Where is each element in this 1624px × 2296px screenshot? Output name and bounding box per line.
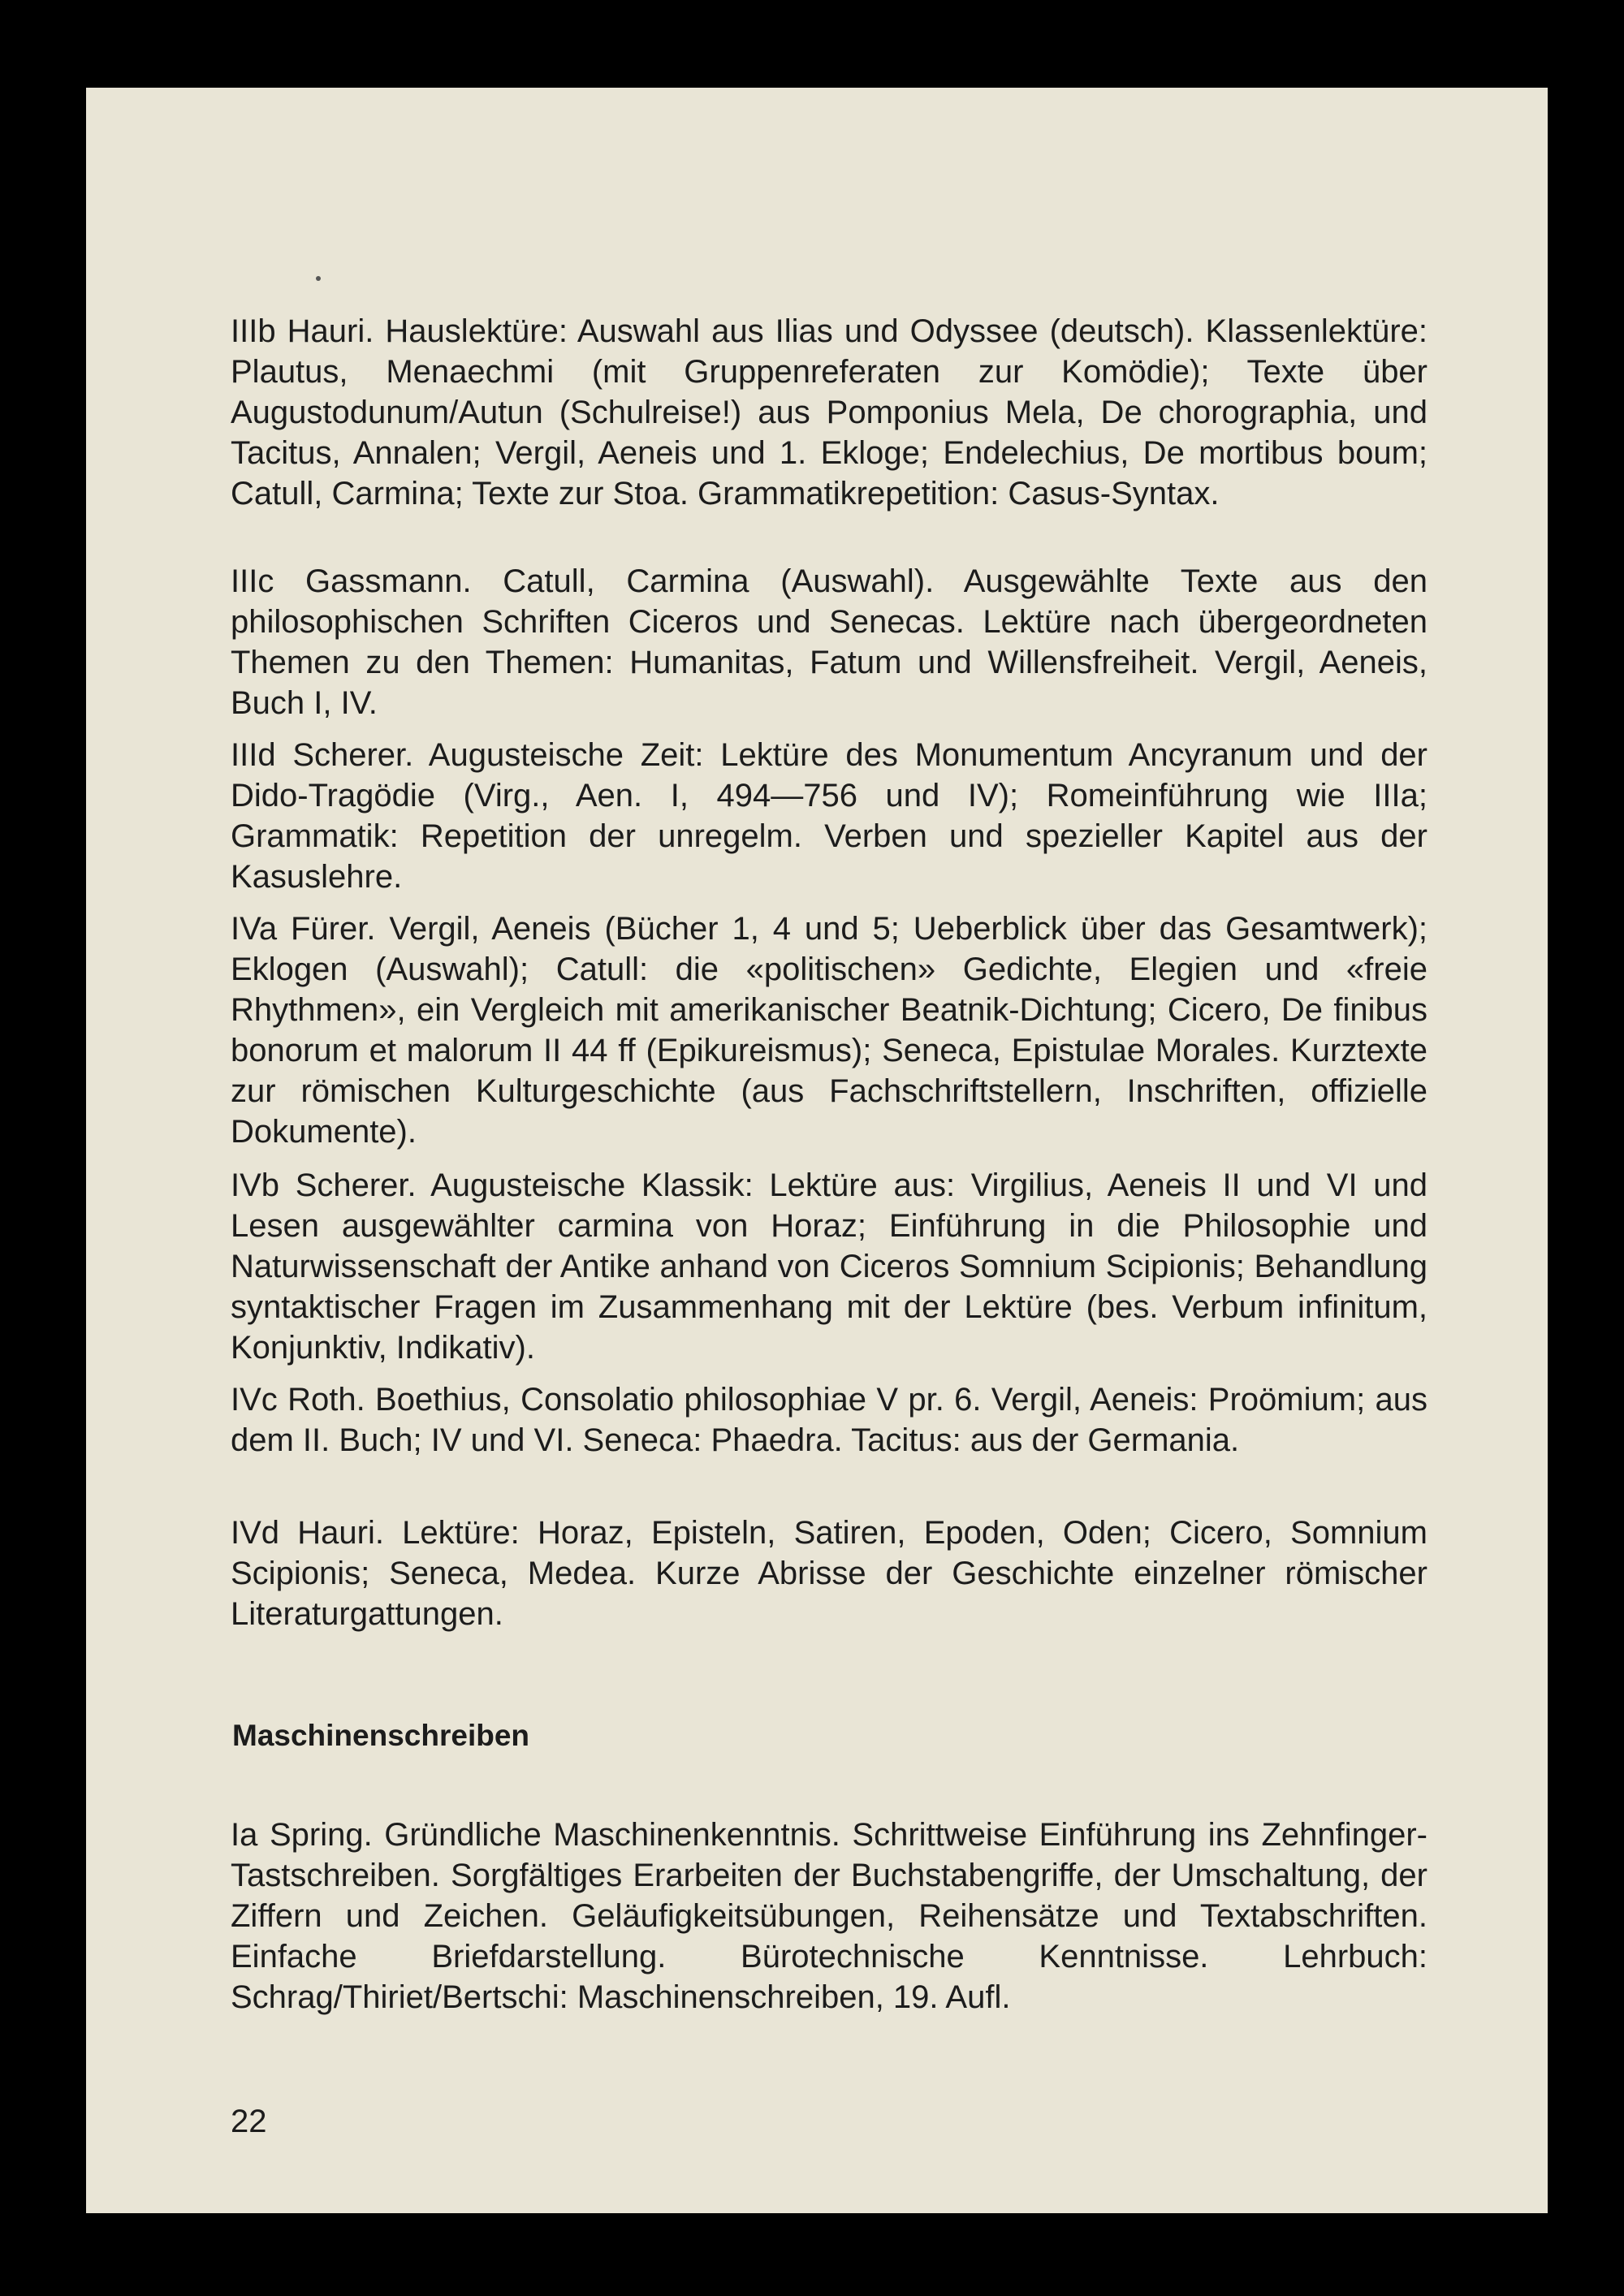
entry-Ia: Ia Spring. Gründliche Maschinenkenntnis. Schrittweise Einführung ins Zehnfinger-Tastschreiben. Sorgfältiges Erarbeiten der Buchstabengriffe, der Umschaltung, der Ziffern und Zeichen. Geläufigkeitsübungen, Reihensätze und Textabschriften. Einfache Briefdarstellung. Bürotechnische Kenntnisse. Lehrbuch: Schrag/Thiriet/Bertschi: Maschinenschreiben, 19. Aufl. — [231, 1817, 1427, 2015]
entry-IIId: IIId Scherer. Augusteische Zeit: Lektüre des Monumentum Ancyranum und der Dido-Tragödie (Virg., Aen. I, 494—756 und IV); Romeinführung wie IIIa; Grammatik: Repetition der unregelm. Verben und spezieller Kapitel aus der Kasuslehre. — [231, 737, 1427, 895]
entry-IIIc: IIIc Gassmann. Catull, Carmina (Auswahl). Ausgewählte Texte aus den philosophischen Schriften Ciceros und Senecas. Lektüre nach übergeordneten Themen zu den Themen: Humanitas, Fatum und Willensfreiheit. Vergil, Aeneis, Buch I, IV. — [231, 563, 1427, 721]
document-page — [86, 88, 1548, 2213]
section-heading: Maschinenschreiben — [232, 1719, 530, 1752]
entry-IVd: IVd Hauri. Lektüre: Horaz, Episteln, Satiren, Epoden, Oden; Cicero, Somnium Scipionis; Seneca, Medea. Kurze Abrisse der Geschichte einzelner römischer Literaturgattungen. — [231, 1515, 1427, 1632]
entry-IIIb: IIIb Hauri. Hauslektüre: Auswahl aus Ilias und Odyssee (deutsch). Klassenlektüre: Plautus, Menaechmi (mit Gruppenreferaten zur Komödie); Texte über Augustodunum/Autun (Schulreise!) aus Pomponius Mela, De chorographia, und Tacitus, Annalen; Vergil, Aeneis und 1. Ekloge; Endelechius, De mortibus boum; Catull, Carmina; Texte zur Stoa. Grammatikrepetition: Casus-Syntax. — [231, 313, 1427, 511]
entry-IVb: IVb Scherer. Augusteische Klassik: Lektüre aus: Virgilius, Aeneis II und VI und Lesen ausgewählter carmina von Horaz; Einführung in die Philosophie und Naturwissenschaft der Antike anhand von Ciceros Somnium Scipionis; Behandlung syntaktischer Fragen im Zusammenhang mit der Lektüre (bes. Verbum infinitum, Konjunktiv, Indikativ). — [231, 1167, 1427, 1366]
entry-IVa: IVa Fürer. Vergil, Aeneis (Bücher 1, 4 und 5; Ueberblick über das Gesamtwerk); Eklogen (Auswahl); Catull: die «politischen» Gedichte, Elegien und «freie Rhythmen», ein Vergleich mit amerikanischer Beatnik-Dichtung; Cicero, De finibus bonorum et malorum II 44 ff (Epikureismus); Seneca, Epistulae Morales. Kurztexte zur römischen Kulturgeschichte (aus Fachschriftstellern, Inschriften, offizielle Dokumente). — [231, 911, 1427, 1150]
page-number: 22 — [231, 2104, 267, 2139]
entry-IVc: IVc Roth. Boethius, Consolatio philosophiae V pr. 6. Vergil, Aeneis: Proömium; aus dem II. Buch; IV und VI. Seneca: Phaedra. Tacitus: aus der Germania. — [231, 1382, 1427, 1458]
paper-speck — [316, 276, 321, 281]
